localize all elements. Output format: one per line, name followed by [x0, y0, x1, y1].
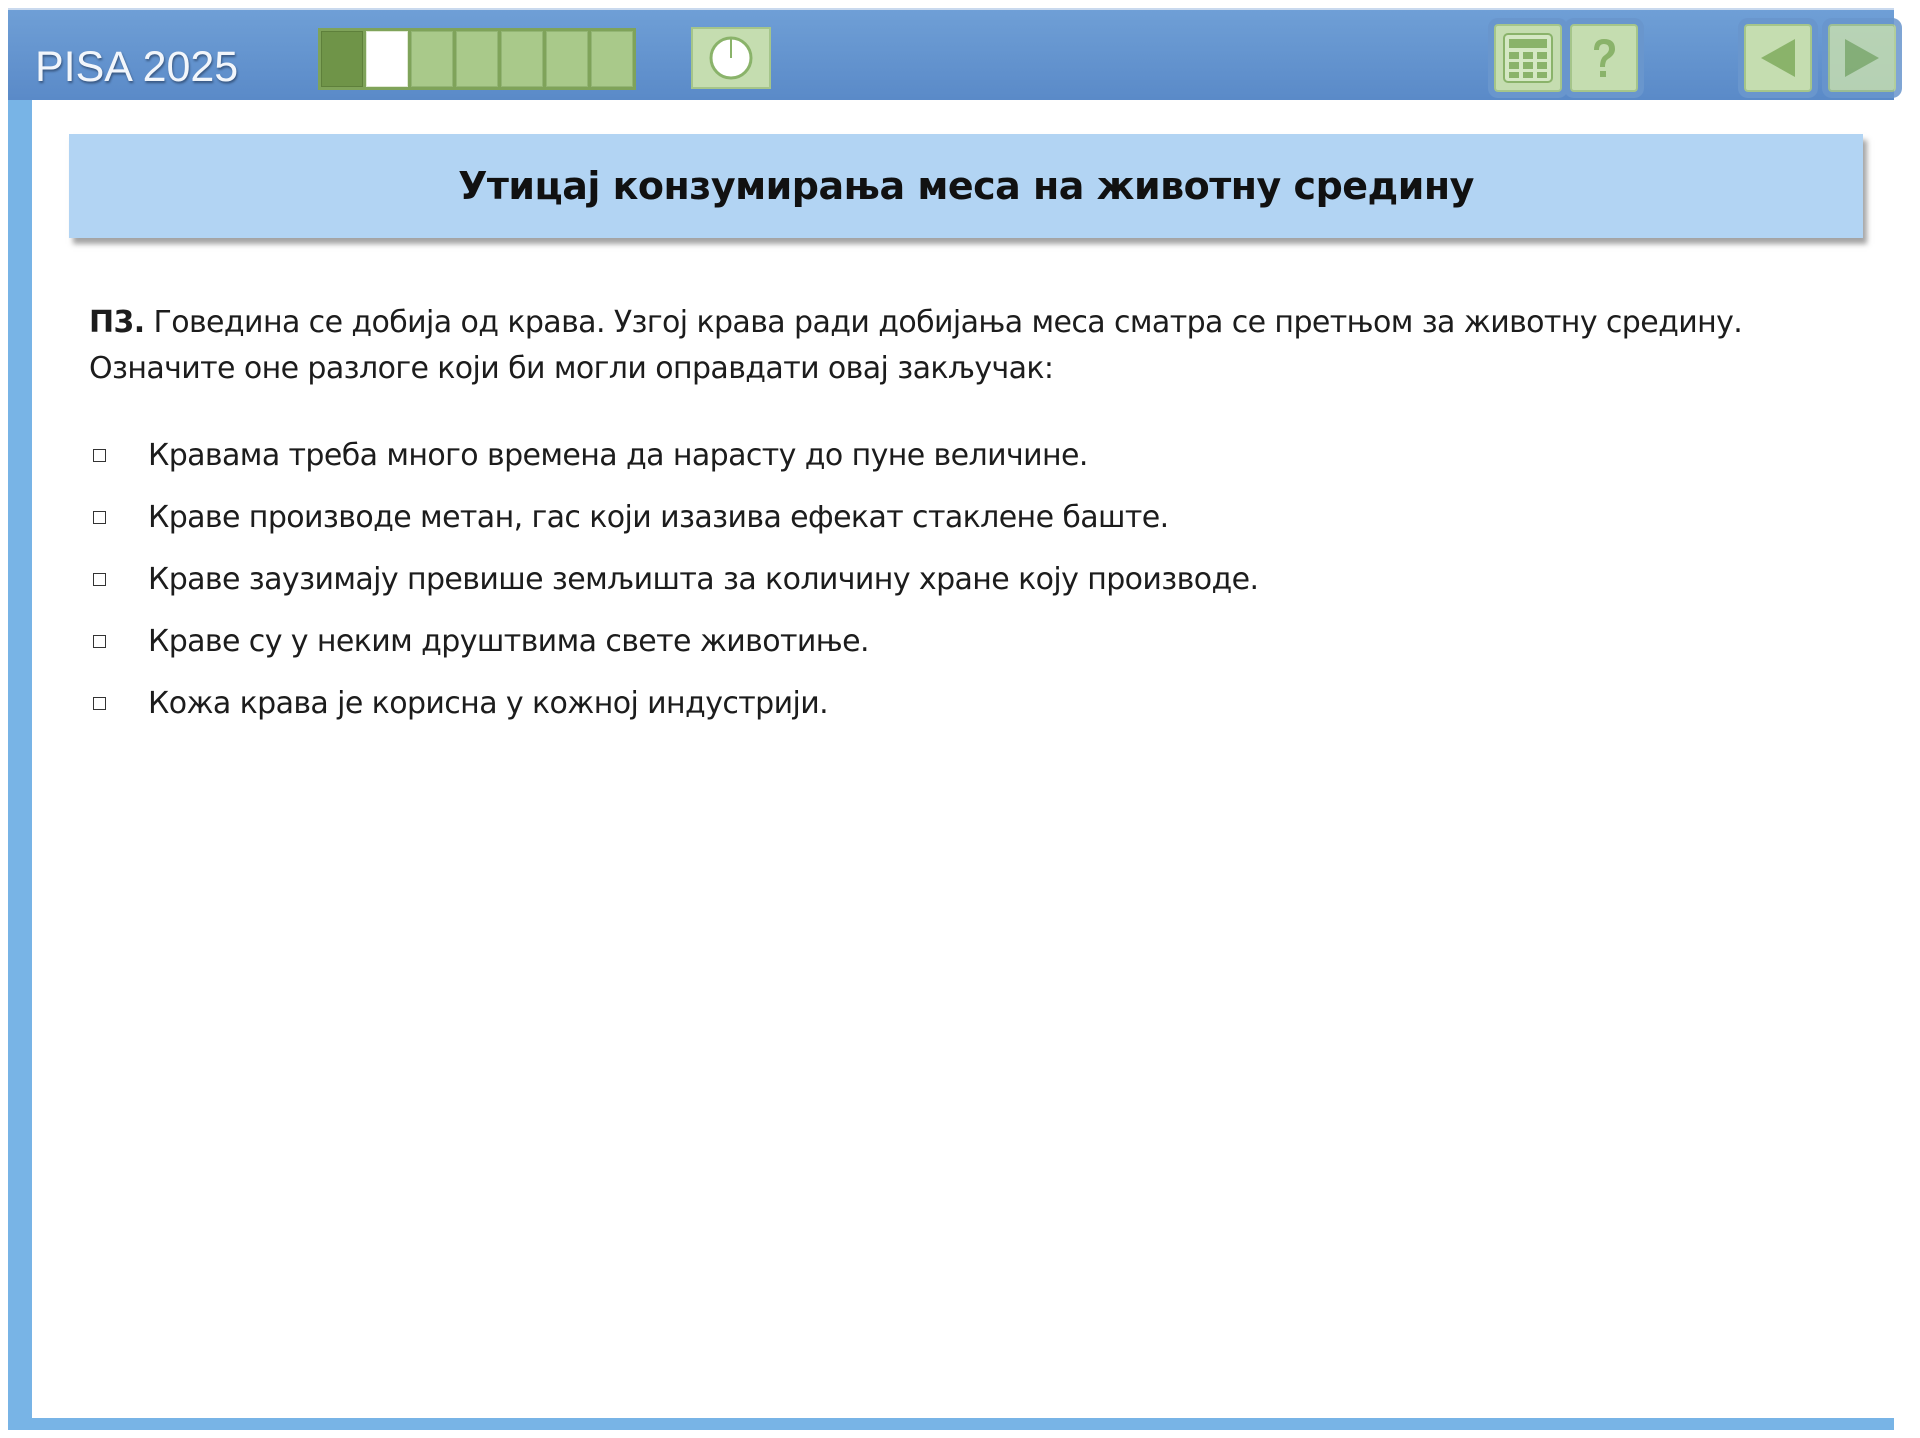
- title-banner: [69, 134, 1863, 238]
- page-title: Утицај конзумирања меса на животну средину: [458, 164, 1474, 208]
- content-area: [32, 100, 1896, 1418]
- checkbox[interactable]: [93, 449, 106, 462]
- next-button[interactable]: [1828, 24, 1896, 92]
- progress-bar: [318, 28, 636, 90]
- progress-segment: [366, 31, 408, 87]
- top-toolbar: [8, 8, 1894, 100]
- arrow-left-icon: [1751, 31, 1805, 85]
- question-number: П3.: [89, 305, 145, 340]
- answer-options: [89, 424, 1869, 734]
- checkbox[interactable]: [93, 511, 106, 524]
- checkbox[interactable]: [93, 573, 106, 586]
- answer-option[interactable]: [89, 610, 1869, 672]
- help-icon: [1577, 31, 1631, 85]
- option-label: Краве производе метан, гас који изазива ефекат стаклене баште.: [148, 499, 1169, 535]
- answer-option[interactable]: [89, 486, 1869, 548]
- option-label: Краве заузимају превише земљишта за количину хране коју производе.: [148, 561, 1259, 597]
- progress-segment: [321, 31, 363, 87]
- option-label: Краве су у неким друштвима свете животиње.: [148, 623, 869, 659]
- clock-icon: [708, 35, 754, 81]
- help-button[interactable]: [1570, 24, 1638, 92]
- answer-option[interactable]: [89, 672, 1869, 734]
- progress-segment: [456, 31, 498, 87]
- question-line-1: Говедина се добија од крава. Узгој крава ради добијања меса сматра се претњом за животну средину.: [153, 305, 1743, 340]
- answer-option[interactable]: [89, 548, 1869, 610]
- progress-segment: [501, 31, 543, 87]
- progress-segment: [546, 31, 588, 87]
- pisa-logo: PISA 2025: [35, 43, 239, 91]
- window-frame: [8, 8, 1894, 1430]
- question-text: [89, 300, 1869, 392]
- option-label: Кравама треба много времена да нарасту до пуне величине.: [148, 437, 1088, 473]
- back-button[interactable]: [1744, 24, 1812, 92]
- timer-button[interactable]: [691, 27, 771, 89]
- option-label: Кожа крава је корисна у кожној индустрији.: [148, 685, 829, 721]
- progress-segment: [411, 31, 453, 87]
- calculator-icon: [1501, 31, 1555, 85]
- checkbox[interactable]: [93, 697, 106, 710]
- arrow-right-icon: [1835, 31, 1889, 85]
- calculator-button[interactable]: [1494, 24, 1562, 92]
- progress-segment: [591, 31, 633, 87]
- answer-option[interactable]: [89, 424, 1869, 486]
- checkbox[interactable]: [93, 635, 106, 648]
- question-line-2: Означите оне разлоге који би могли оправдати овај закључак:: [89, 351, 1054, 386]
